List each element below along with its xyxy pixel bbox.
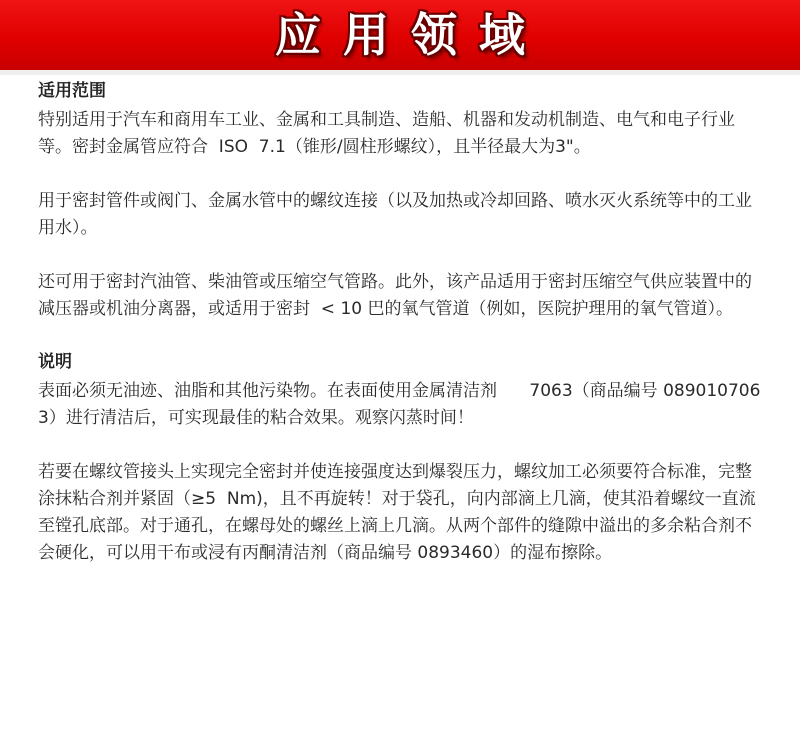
header-divider bbox=[0, 70, 800, 75]
section-title-scope: 适用范围 bbox=[38, 81, 106, 101]
scope-paragraph-1: 特别适用于汽车和商用车工业、金属和工具制造、造船、机器和发动机制造、电气和电子行业等。密封金属管应符合 ISO 7.1（锥形/圆柱形螺纹），且半径最大为3"。 bbox=[38, 110, 735, 157]
instructions-paragraph-1: 表面必须无油迹、油脂和其他污染物。在表面使用金属清洁剂 7063（商品编号 0890107063）进行清洁后，可实现最佳的粘合效果。观察闪蒸时间！ bbox=[38, 381, 761, 428]
header-banner bbox=[0, 0, 800, 70]
main-content bbox=[38, 79, 768, 567]
section-instructions bbox=[38, 350, 768, 567]
page-title: 应用领域 bbox=[275, 8, 547, 62]
instructions-paragraph-2: 若要在螺纹管接头上实现完全密封并使连接强度达到爆裂压力，螺纹加工必须要符合标准，完整涂抹粘合剂并紧固（≥5 Nm)，且不再旋转！对于袋孔，向内部滴上几滴，使其沿着螺纹一直流至镗孔底部。对于通孔，在螺母处的螺丝上滴上几滴。从两个部件的缝隙中溢出的多余粘合剂不会硬化，可以用干布或浸有丙酮清洁剂（商品编号 0893460）的湿布擦除。 bbox=[38, 462, 756, 563]
section-scope bbox=[38, 79, 768, 323]
scope-paragraph-2: 用于密封管件或阀门、金属水管中的螺纹连接（以及加热或冷却回路、喷水灭火系统等中的工业用水）。 bbox=[38, 191, 752, 238]
section-title-instructions: 说明 bbox=[38, 352, 72, 372]
scope-paragraph-3: 还可用于密封汽油管、柴油管或压缩空气管路。此外，该产品适用于密封压缩空气供应装置中的减压器或机油分离器，或适用于密封 < 10 巴的氧气管道（例如，医院护理用的氧气管道）。 bbox=[38, 272, 752, 319]
